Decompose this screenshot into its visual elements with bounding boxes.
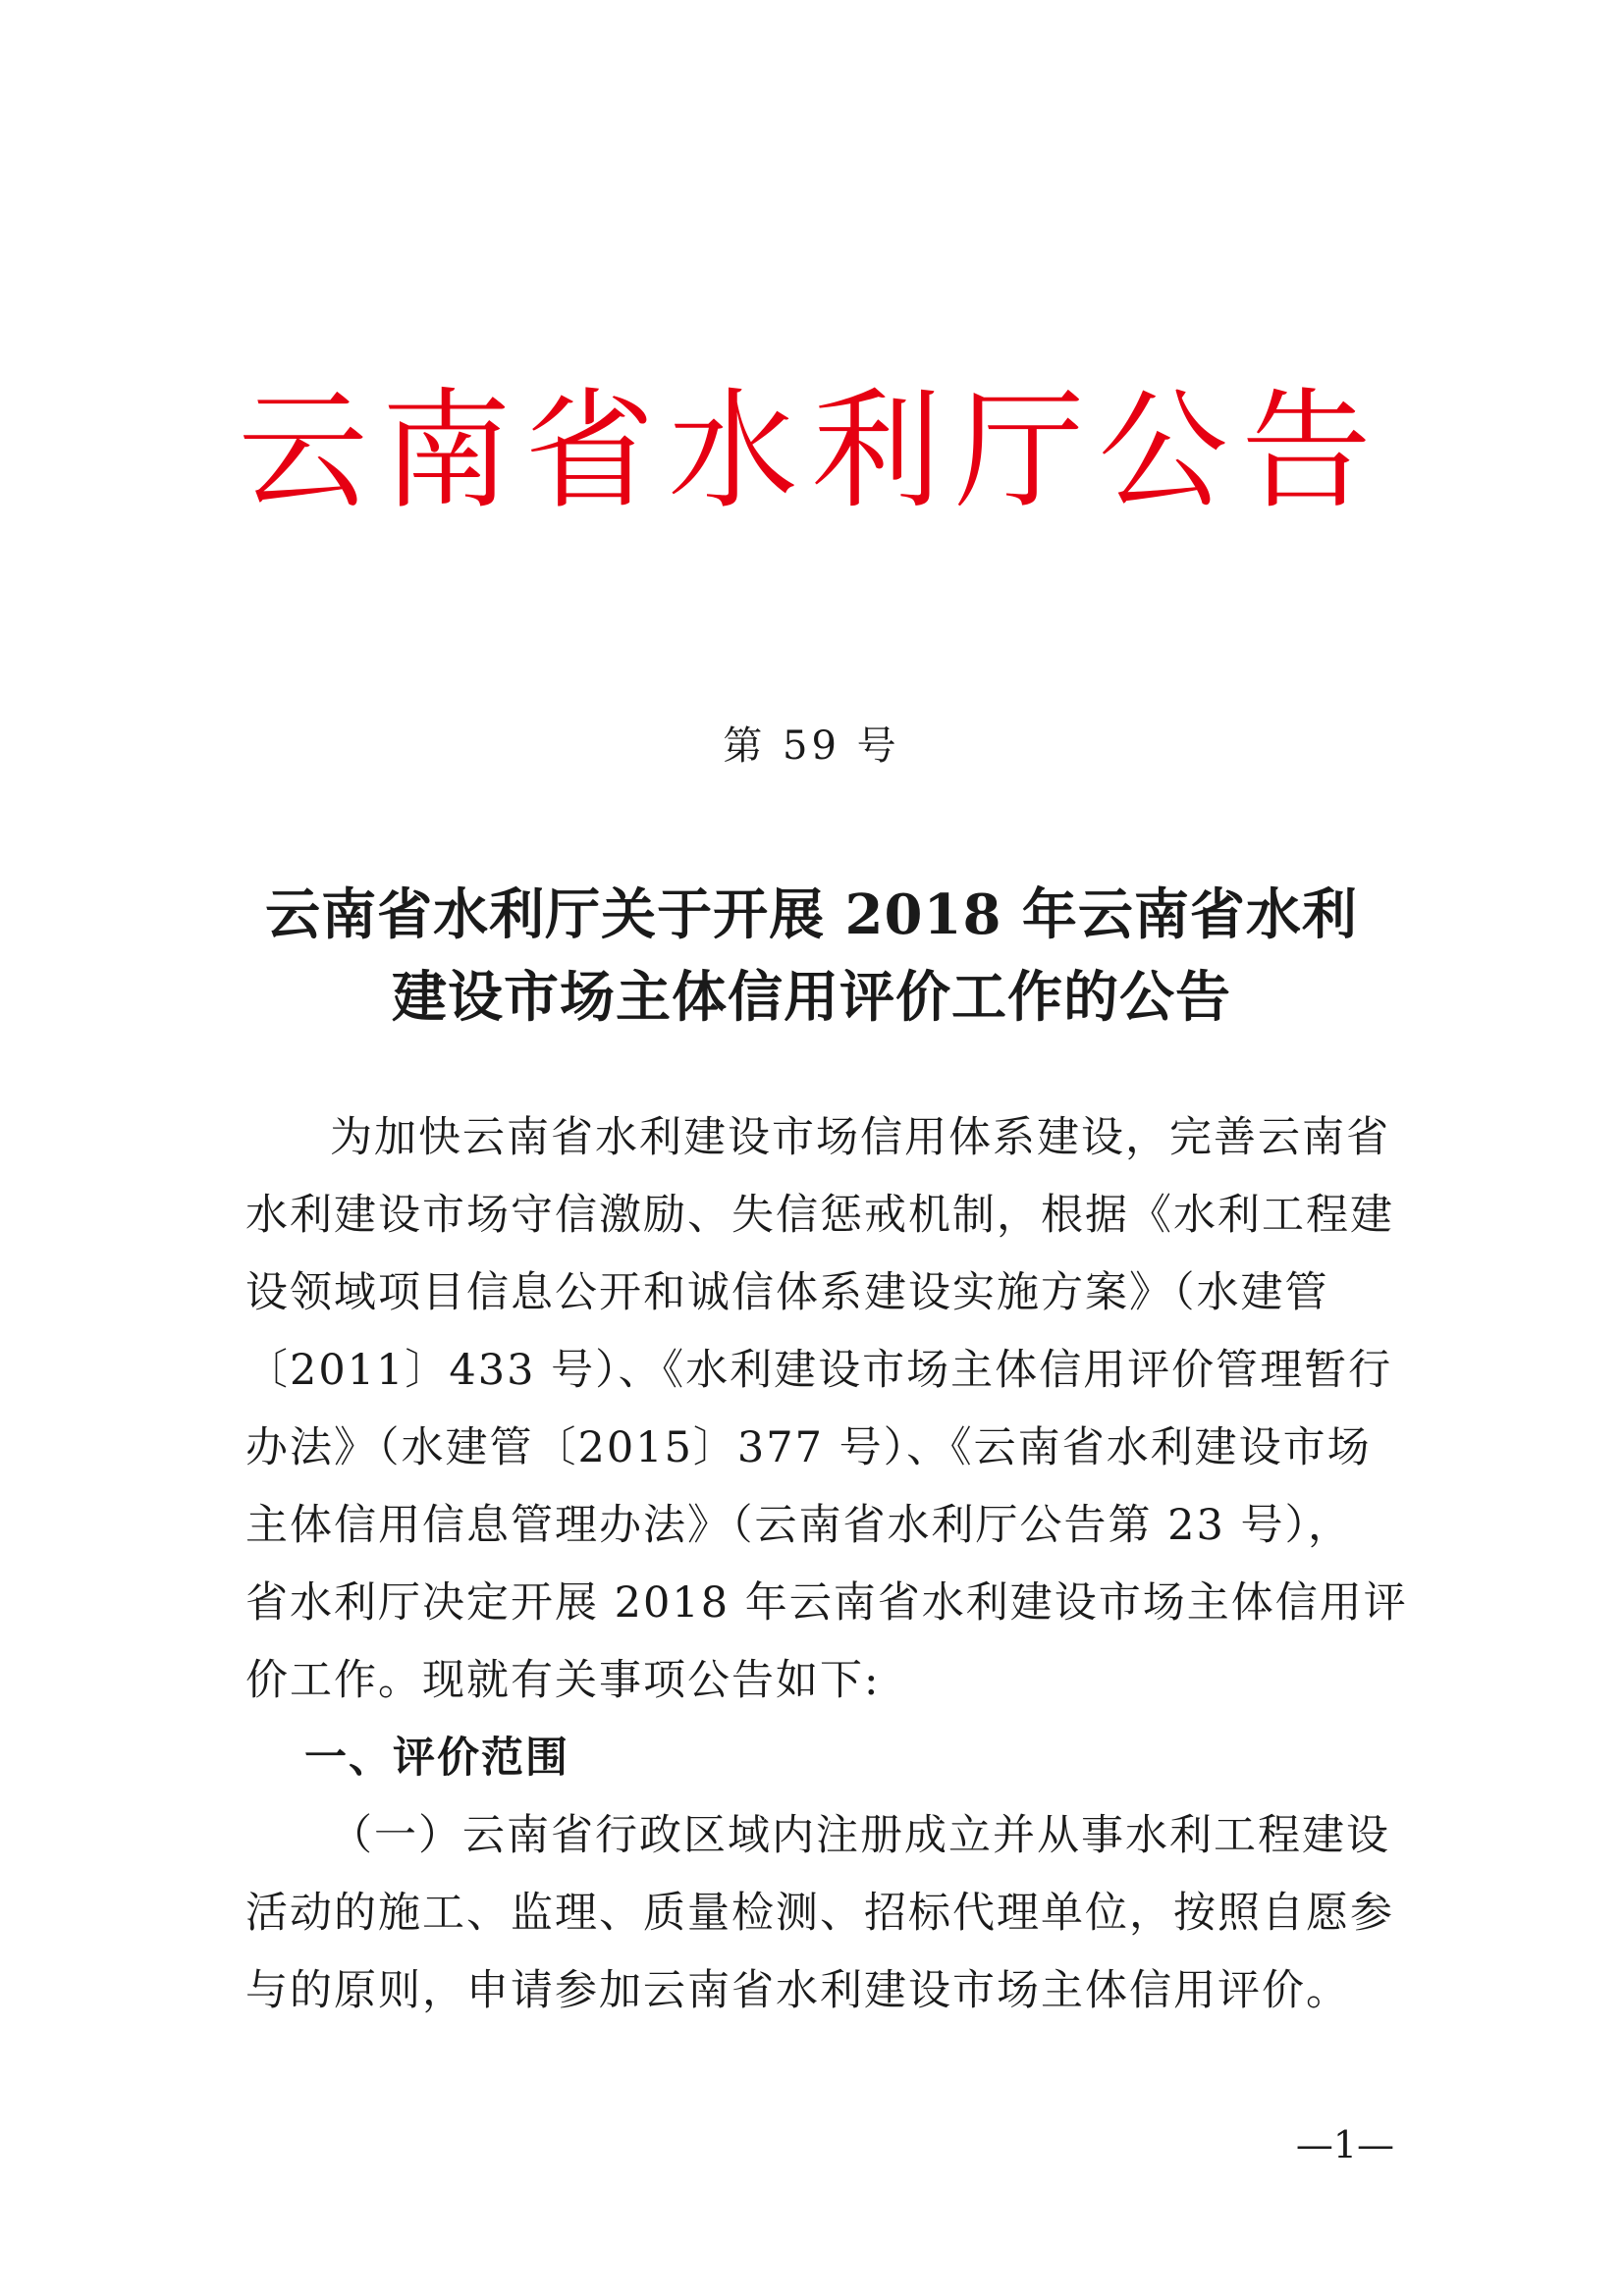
- masthead-title: 云南省水利厅公告: [238, 376, 1385, 527]
- body-text: [245, 1099, 1408, 2030]
- document-number: 第 59 号: [723, 723, 900, 769]
- body-line: 〔2011〕433 号）、《水利建设市场主体信用评价管理暂行: [245, 1346, 1393, 1395]
- body-line: 为加快云南省水利建设市场信用体系建设，完善云南省: [330, 1113, 1390, 1162]
- document-title: [245, 874, 1378, 1039]
- section-line: 活动的施工、监理、质量检测、招标代理单位，按照自愿参: [245, 1889, 1394, 1938]
- body-line: 设领域项目信息公开和诚信体系建设实施方案》（水建管: [245, 1268, 1329, 1317]
- section-line: （一）云南省行政区域内注册成立并从事水利工程建设: [330, 1811, 1390, 1860]
- body-line: 省水利厅决定开展 2018 年云南省水利建设市场主体信用评: [245, 1578, 1408, 1628]
- body-line: 主体信用信息管理办法》（云南省水利厅公告第 23 号），: [245, 1501, 1353, 1550]
- section-heading: 一、评价范围: [304, 1734, 569, 1783]
- body-line: 水利建设市场守信激励、失信惩戒机制，根据《水利工程建: [245, 1191, 1394, 1240]
- section-line: 与的原则，申请参加云南省水利建设市场主体信用评价。: [245, 1966, 1350, 2015]
- body-line: 办法》（水建管〔2015〕377 号）、《云南省水利建设市场: [245, 1423, 1372, 1472]
- page-number: —1—: [1295, 2123, 1394, 2166]
- title-line: 建设市场主体信用评价工作的公告: [392, 965, 1231, 1030]
- title-line: 云南省水利厅关于开展 2018 年云南省水利: [265, 882, 1358, 947]
- body-line: 价工作。现就有关事项公告如下:: [245, 1656, 881, 1705]
